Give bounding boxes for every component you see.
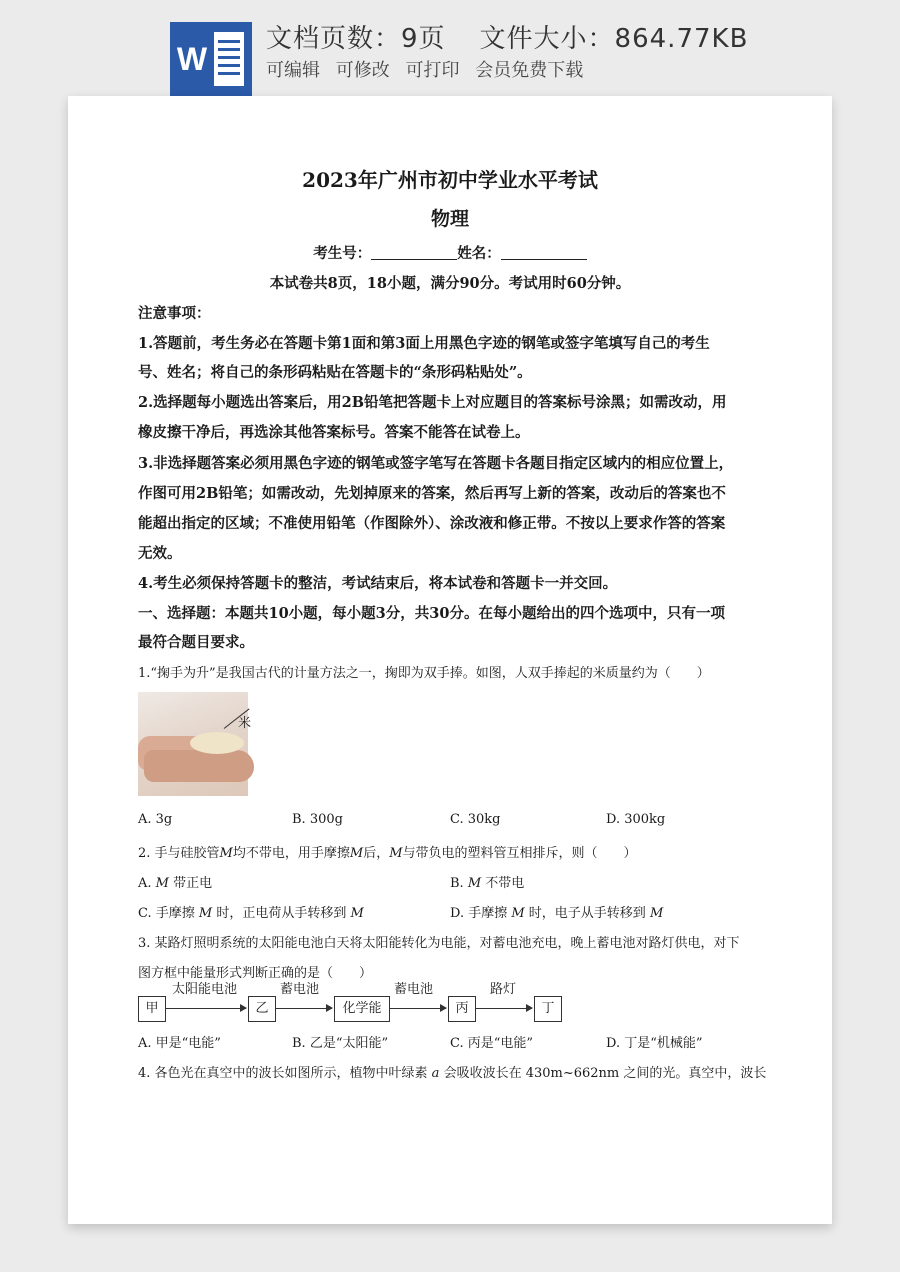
word-document-icon — [170, 22, 252, 96]
q2-option-c: C. 手摩擦 M 时，正电荷从手转移到 M — [138, 906, 364, 921]
notice-line: 能超出指定的区域；不准使用铅笔（作图除外）、涂改液和修正带。不按以上要求作答的答案 — [138, 515, 726, 532]
notice-line: 3.非选择题答案必须用黑色字迹的钢笔或签字笔写在答题卡各题目指定区域内的相应位置上， — [138, 455, 734, 472]
notice-line: 1.答题前，考生务必在答题卡第1面和第3面上用黑色字迹的钢笔或签字笔填写自己的考生 — [138, 335, 710, 352]
notice-line: 作图可用2B铅笔；如需改动，先划掉原来的答案，然后再写上新的答案，改动后的答案也不 — [138, 485, 726, 502]
q2-option-d: D. 手摩擦 M 时，电子从手转移到 M — [450, 906, 664, 921]
q3-stem-line2: 图方框中能量形式判断正确的是（ ） — [138, 966, 373, 981]
download-banner — [0, 0, 900, 96]
flow-label-battery: 蓄电池 — [280, 982, 320, 997]
flow-label-solar-cell: 太阳能电池 — [172, 982, 238, 997]
flow-arrow — [476, 1008, 532, 1009]
flow-box-bing: 丙 — [448, 996, 476, 1022]
flow-arrow — [166, 1008, 246, 1009]
flow-box-chemical: 化学能 — [334, 996, 390, 1022]
flow-box-jia: 甲 — [138, 996, 166, 1022]
q1-option-a: A. 3g — [138, 812, 173, 827]
candidate-no-label: 考生号： — [313, 245, 372, 262]
q3-option-a: A. 甲是“电能” — [138, 1036, 221, 1051]
flow-label-battery: 蓄电池 — [394, 982, 434, 997]
section-heading: 一、选择题：本题共10小题，每小题3分，共30分。在每小题给出的四个选项中，只有一项 — [138, 605, 725, 622]
exam-paper — [68, 96, 832, 1224]
q3-option-b: B. 乙是“太阳能” — [292, 1036, 389, 1051]
feature-list — [266, 56, 593, 82]
q2-stem: 2. 手与硅胶管M均不带电，用手摩擦M后，M与带负电的塑料管互相排斥，则（ ） — [138, 846, 637, 861]
q2-option-a: A. M 带正电 — [138, 876, 213, 891]
energy-flow-diagram — [138, 982, 578, 1022]
notice-heading: 注意事项： — [138, 305, 211, 322]
notice-line: 2.选择题每小题选出答案后，用2B铅笔把答题卡上对应题目的答案标号涂黑；如需改动，用 — [138, 394, 727, 411]
q3-stem-line1: 3. 某路灯照明系统的太阳能电池白天将太阳能转化为电能，对蓄电池充电，晚上蓄电池对路灯供电，对下 — [138, 936, 740, 951]
name-label: 姓名： — [457, 245, 501, 262]
hands-rice-photo — [138, 692, 252, 796]
file-info — [266, 18, 748, 55]
q2-option-b: B. M 不带电 — [450, 876, 525, 891]
word-icon-letter: W — [176, 41, 208, 77]
exam-summary: 本试卷共8页，18小题，满分90分。考试用时60分钟。 — [269, 275, 631, 292]
flow-arrow — [276, 1008, 332, 1009]
feature-member-download: 会员免费下载 — [475, 60, 584, 81]
notice-line: 4.考生必须保持答题卡的整洁，考试结束后，将本试卷和答题卡一并交回。 — [138, 575, 618, 592]
notice-line: 橡皮擦干净后，再选涂其他答案标号。答案不能答在试卷上。 — [138, 424, 530, 441]
feature-printable: 可打印 — [405, 60, 460, 81]
file-size: 文件大小：864.77KB — [479, 24, 749, 54]
flow-label-street-lamp: 路灯 — [490, 982, 517, 997]
q1-option-d: D. 300kg — [606, 812, 666, 827]
notice-line: 号、姓名；将自己的条形码粘贴在答题卡的“条形码粘贴处”。 — [138, 364, 532, 381]
flow-box-yi: 乙 — [248, 996, 276, 1022]
q1-option-c: C. 30kg — [450, 812, 501, 827]
feature-modifiable: 可修改 — [335, 60, 390, 81]
notice-line: 无效。 — [138, 545, 182, 562]
page-count: 文档页数：9页 — [266, 24, 446, 54]
candidate-no-blank — [371, 245, 457, 260]
flow-arrow — [390, 1008, 446, 1009]
section-heading-cont: 最符合题目要求。 — [138, 634, 254, 651]
exam-title: 2023年广州市初中学业水平考试 — [302, 168, 598, 192]
candidate-info-line — [68, 242, 832, 263]
q1-stem: 1.“掬手为升”是我国古代的计量方法之一，掬即为双手捧。如图，人双手捧起的米质量约为（ ） — [138, 666, 710, 681]
rice-label: 米 — [238, 716, 252, 731]
q1-option-b: B. 300g — [292, 812, 343, 827]
name-blank — [501, 245, 587, 260]
q4-stem: 4. 各色光在真空中的波长如图所示，植物中叶绿素 a 会吸收波长在 430m~662nm 之间的光。真空中，波长 — [138, 1066, 767, 1081]
q3-option-d: D. 丁是“机械能” — [606, 1036, 703, 1051]
exam-subject: 物理 — [430, 208, 469, 230]
flow-box-ding: 丁 — [534, 996, 562, 1022]
feature-editable: 可编辑 — [266, 60, 320, 81]
q3-option-c: C. 丙是“电能” — [450, 1036, 534, 1051]
